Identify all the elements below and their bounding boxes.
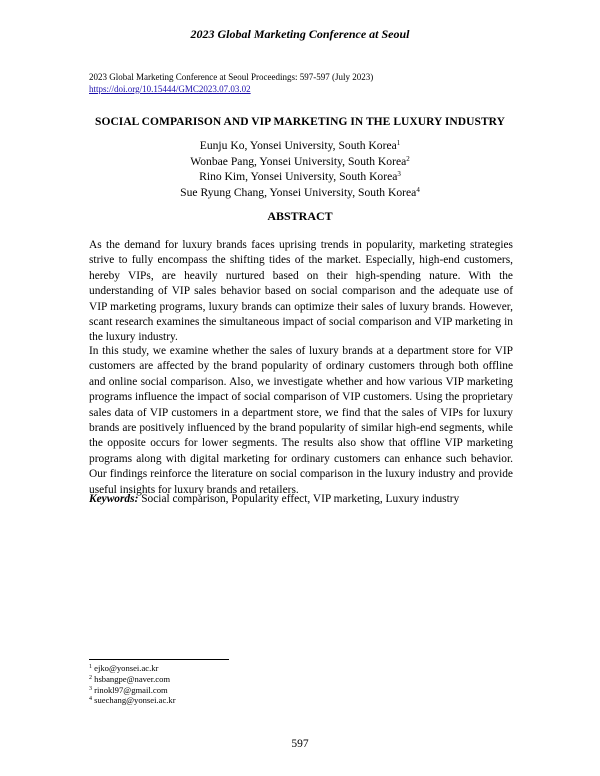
footnote-marker: 3 — [89, 685, 92, 692]
running-head: 2023 Global Marketing Conference at Seoul — [190, 27, 410, 41]
keywords-text: Social comparison, Popularity effect, VIP marketing, Luxury industry — [141, 493, 460, 505]
proceedings-citation: 2023 Global Marketing Conference at Seoul Proceedings: 597-597 (July 2023) — [89, 72, 374, 82]
footnote — [89, 695, 176, 706]
author-footnote-marker: 4 — [416, 185, 420, 194]
footnote-email: ejko@yonsei.ac.kr — [94, 663, 159, 673]
proceedings-info — [89, 71, 373, 95]
footnote-divider — [89, 659, 229, 660]
footnote-email: hsbangpe@naver.com — [94, 673, 171, 684]
footnote-marker: 2 — [89, 674, 92, 681]
author-name: Wonbae Pang, Yonsei University, South Korea — [190, 154, 407, 168]
author-list — [0, 138, 600, 200]
doi-link[interactable]: https://doi.org/10.15444/GMC2023.07.03.02 — [89, 84, 251, 94]
author-footnote-marker: 3 — [397, 170, 401, 178]
footnote-email: rinokl97@gmail.com — [94, 684, 168, 695]
author-name: Sue Ryung Chang, Yonsei University, South Korea — [180, 185, 417, 199]
page-number: 597 — [291, 738, 309, 750]
author-line — [0, 138, 600, 154]
author-name: Rino Kim, Yonsei University, South Korea — [199, 170, 398, 183]
abstract-heading: ABSTRACT — [267, 209, 333, 223]
keywords — [89, 492, 513, 507]
paper-title: SOCIAL COMPARISON AND VIP MARKETING IN THE LUXURY INDUSTRY — [95, 116, 505, 128]
author-footnote-marker: 2 — [406, 154, 410, 163]
author-name: Eunju Ko, Yonsei University, South Korea — [199, 139, 397, 152]
footnote-marker: 1 — [89, 664, 92, 670]
abstract-paragraph-2: In this study, we examine whether the sales of luxury brands at a department store for VIP customers are affected by the brand popularity of ordinary customers through both offline and online social comparison. Also, we investigate whether and how various VIP marketing programs influence the impact of social comparison of VIP customers. Using the proprietary sales data of VIP customers in a department store, we find that the sales of VIPs for luxury brands are positively influenced by the brand popularity of similar high-end segments, while the opposite occurs for lower segments. The results also show that offline VIP marketing programs along with digital marketing for ordinary customers can enhance such behavior. Our findings reinforce the literature on social comparison in the luxury industry and provide useful insights for luxury brands and retailers. — [89, 345, 513, 496]
author-line — [0, 185, 600, 201]
footnote — [89, 685, 176, 696]
footnote-email: suechang@yonsei.ac.kr — [94, 695, 176, 706]
author-footnote-marker: 1 — [396, 139, 401, 147]
footnote — [89, 663, 176, 674]
footnotes — [89, 663, 176, 706]
footnote-marker: 4 — [89, 696, 92, 703]
abstract-paragraph-1: As the demand for luxury brands faces uprising trends in popularity, marketing strategies strive to fully encompass the shifting tides of the market. Especially, high-end customers, hereby VIPs, are heavily nurtured based on their high-spending nature. With the understanding of VIP sales behavior based on social comparison and the adequate use of VIP marketing programs, luxury brands can optimize their sales of luxury brands. However, scant research examines the simultaneous impact of social comparison and VIP marketing in the luxury industry. — [89, 239, 513, 344]
footnote — [89, 674, 176, 685]
keywords-label: Keywords: — [89, 493, 139, 505]
author-line — [0, 169, 600, 185]
author-line — [0, 154, 600, 170]
